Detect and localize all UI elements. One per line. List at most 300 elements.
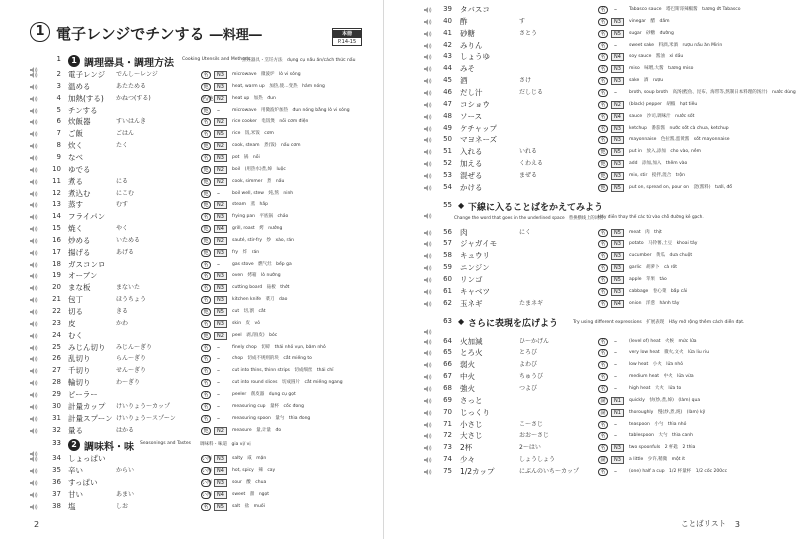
entry-number: 41	[443, 28, 452, 37]
entry-number: 22	[52, 307, 61, 315]
vocab-reading: せん～ぎり	[116, 367, 147, 375]
vocab-reading: やく	[116, 225, 129, 233]
speaker-icon[interactable]	[30, 492, 37, 498]
speaker-icon[interactable]	[30, 250, 37, 256]
vocab-row	[30, 69, 380, 81]
vocab-word: むく	[68, 330, 83, 340]
speaker-icon[interactable]	[424, 230, 431, 236]
vocab-translation: pot 锅 nồi	[232, 154, 260, 160]
vocab-translation: onion 洋葱 hành tây	[629, 300, 680, 306]
vocab-reading: おお～さじ	[519, 432, 550, 440]
vocab-row	[424, 170, 764, 182]
speaker-icon[interactable]	[424, 66, 431, 72]
speaker-icon[interactable]	[30, 273, 37, 279]
speaker-icon[interactable]	[30, 297, 37, 303]
vocab-row	[424, 442, 764, 454]
part-of-speech-badge: 名	[598, 136, 608, 144]
speaker-icon[interactable]	[424, 90, 431, 96]
vocab-reading: にく	[519, 228, 532, 236]
speaker-icon[interactable]	[30, 416, 37, 422]
page-number-left: 2	[34, 520, 40, 529]
part-of-speech-badge: い形	[202, 468, 213, 475]
entry-number: 58	[443, 251, 452, 260]
entry-number: 25	[52, 342, 61, 351]
speaker-icon[interactable]	[30, 285, 37, 291]
vocab-reading: にぶんのいち～カップ	[519, 467, 579, 475]
vocab-translation: cook, steam 煮(饭) nấu cơm	[232, 143, 301, 149]
speaker-icon[interactable]	[30, 309, 37, 315]
jlpt-level-badge: N3	[214, 71, 227, 79]
instruction-text: 下線に入ることばをかえてみよう	[468, 202, 604, 213]
vocab-row	[30, 306, 380, 318]
vocab-row	[424, 99, 764, 111]
vocab-translation: gas stove 燃气灶 bếp ga	[232, 261, 292, 267]
entry-number: 39	[443, 5, 452, 13]
section-number-badge: 2	[68, 439, 80, 451]
jlpt-level-badge: N5	[214, 308, 227, 316]
vocab-row	[30, 247, 380, 259]
no-level-dash: –	[217, 390, 220, 398]
jlpt-level-badge: N3	[214, 249, 227, 257]
part-of-speech-badge: 名	[201, 261, 211, 269]
instruction-english: Try using different expressions 扩展表现 Hãy mở rộng thêm cách diễn đạt.	[573, 319, 745, 325]
no-level-dash: –	[217, 414, 220, 422]
vocab-translation: hot, spicy 辣 cay	[232, 468, 276, 474]
jlpt-level-badge: N3	[611, 288, 624, 296]
entry-number: 5	[56, 105, 61, 114]
vocab-word: しょっぱい	[68, 454, 106, 464]
speaker-icon[interactable]	[30, 321, 37, 327]
entry-number: 35	[52, 466, 61, 475]
jlpt-level-badge: N3	[611, 77, 624, 85]
vocab-row	[424, 111, 764, 123]
part-of-speech-badge: 他	[201, 190, 211, 198]
speaker-icon[interactable]	[424, 350, 431, 356]
vocab-reading: ちゅうび	[519, 373, 544, 381]
speaker-icon[interactable]	[30, 262, 37, 268]
speaker-icon[interactable]	[30, 368, 37, 374]
vocab-translation: mix, stir 搅拌,混合 trộn	[629, 172, 686, 178]
vocab-translation: frying pan 平底锅 chảo	[232, 214, 289, 220]
vocab-word: ニンジン	[460, 263, 490, 273]
speaker-icon[interactable]	[424, 265, 431, 271]
jlpt-level-badge: N3	[611, 444, 624, 452]
vocab-word: かける	[460, 182, 483, 192]
vocab-row	[424, 75, 764, 87]
part-of-speech-badge: 他	[201, 237, 211, 245]
vocab-row	[424, 407, 764, 419]
part-of-speech-badge: 名	[201, 503, 211, 511]
speaker-icon[interactable]	[30, 238, 37, 244]
vocab-word: オーブン	[68, 271, 98, 281]
vocab-row	[424, 87, 796, 99]
speaker-icon[interactable]	[30, 480, 37, 486]
no-level-dash: –	[217, 106, 220, 114]
speaker-icon[interactable]	[424, 185, 431, 191]
vocab-translation: heat up 加热 đun	[232, 95, 276, 101]
vocab-row	[30, 413, 380, 425]
speaker-icon[interactable]	[30, 226, 37, 232]
vocab-reading: でんし～レンジ	[116, 71, 158, 78]
part-of-speech-badge: 他	[598, 160, 608, 168]
jlpt-level-badge: N2	[214, 332, 227, 340]
vocab-reading: からい	[116, 467, 135, 475]
entry-number: 21	[52, 295, 61, 304]
vocab-word: 混ぜる	[460, 170, 483, 180]
part-of-speech-badge: 名	[598, 338, 608, 346]
vocab-row	[30, 401, 380, 413]
entry-number: 46	[443, 87, 452, 96]
entry-number: 56	[443, 227, 452, 236]
part-of-speech-badge: 名	[598, 373, 608, 381]
entry-number: 71	[443, 419, 452, 428]
vocab-translation: microwave 用微波炉加热 đun nóng bằng lò vi sóng	[232, 107, 350, 113]
vocab-translation: sugar 砂糖 đường	[629, 30, 674, 36]
part-of-speech-badge: 名	[598, 444, 608, 452]
section-title: 調味料・味	[84, 442, 134, 454]
vocab-word: 少々	[460, 455, 475, 465]
vocab-translation: (black) pepper 胡椒 hạt tiêu	[629, 101, 698, 107]
vocab-row	[30, 318, 380, 330]
speaker-icon[interactable]	[30, 380, 37, 386]
vocab-row	[424, 40, 764, 52]
vocab-row	[424, 146, 764, 158]
speaker-icon[interactable]	[424, 102, 431, 108]
jlpt-level-badge: N3	[214, 83, 227, 91]
speaker-icon[interactable]	[30, 356, 37, 362]
vocab-word: 弱火	[460, 360, 475, 370]
textbook-reference	[332, 28, 362, 46]
entry-number: 42	[443, 40, 452, 49]
vocab-translation: cut into round slices 切成圆片 cắt miếng ngang	[232, 380, 343, 386]
speaker-icon[interactable]	[424, 410, 431, 416]
speaker-icon[interactable]	[30, 84, 37, 90]
entry-number: 45	[443, 76, 452, 85]
speaker-icon[interactable]	[424, 43, 431, 49]
vocab-word: 炊く	[68, 141, 83, 151]
vocab-translation: salty 咸 mặn	[232, 456, 267, 462]
jlpt-level-badge: N3	[214, 284, 227, 292]
vocab-row	[424, 371, 764, 383]
speaker-icon[interactable]	[424, 277, 431, 283]
vocab-word: だし汁	[460, 87, 483, 97]
speaker-icon[interactable]	[424, 422, 431, 428]
speaker-icon[interactable]	[30, 167, 37, 173]
entry-number: 57	[443, 239, 452, 248]
vocab-reading: とろび	[519, 349, 538, 357]
vocab-word: ピーラー	[68, 389, 98, 399]
speaker-icon[interactable]	[424, 253, 431, 259]
no-level-dash: –	[614, 349, 617, 357]
speaker-icon[interactable]	[30, 155, 37, 161]
speaker-icon[interactable]	[30, 131, 37, 137]
vocab-reading: わ～ぎり	[116, 379, 141, 387]
footer-title: ことばリスト	[681, 519, 726, 528]
vocab-row	[424, 262, 764, 274]
instruction-heading	[424, 200, 764, 226]
speaker-icon[interactable]	[424, 19, 431, 25]
speaker-icon[interactable]	[30, 72, 37, 78]
speaker-icon[interactable]	[30, 179, 37, 185]
vocab-row	[30, 342, 380, 354]
entry-number: 14	[52, 212, 61, 221]
no-level-dash: –	[217, 367, 220, 375]
speaker-icon[interactable]	[30, 345, 37, 351]
speaker-icon[interactable]	[424, 204, 432, 223]
vocab-translation: sour 酸 chua	[232, 480, 267, 486]
vocab-translation: sauce 沙司,调味汁 nước sốt	[629, 113, 695, 119]
part-of-speech-badge: 名	[201, 320, 211, 328]
vocab-row	[30, 477, 380, 489]
vocab-row	[30, 353, 380, 365]
part-of-speech-badge: 名	[598, 229, 608, 237]
entry-number: 55	[443, 200, 452, 209]
entry-number: 29	[52, 389, 61, 398]
speaker-icon[interactable]	[30, 108, 37, 114]
vocab-reading: いれる	[519, 148, 538, 156]
entry-number: 2	[56, 70, 61, 78]
jlpt-level-badge: N2	[214, 118, 227, 126]
vocab-row	[424, 395, 764, 407]
jlpt-level-badge: N5	[611, 184, 624, 192]
speaker-icon[interactable]	[30, 214, 37, 220]
jlpt-level-badge: N2	[611, 101, 624, 109]
speaker-icon[interactable]	[424, 362, 431, 368]
vocab-row	[30, 389, 380, 401]
speaker-icon[interactable]	[30, 392, 37, 398]
vocab-row	[30, 235, 380, 247]
speaker-icon[interactable]	[424, 7, 431, 13]
vocab-row	[30, 282, 380, 294]
vocab-translation: (one) half a cup 1/2 杯量杯 1/2 cốc 200cc	[629, 468, 728, 474]
vocab-row	[424, 134, 764, 146]
entry-number: 18	[52, 259, 61, 268]
vocab-translation: teaspoon 小勺 thìa nhỏ	[629, 421, 687, 427]
vocab-row	[424, 286, 764, 298]
speaker-icon[interactable]	[424, 469, 431, 475]
entry-number: 60	[443, 275, 452, 283]
vocab-translation: sake 酒 rượu	[629, 78, 664, 84]
vocab-word: 輪切り	[68, 378, 91, 388]
vocab-word: 焼く	[68, 224, 83, 234]
vocab-row	[424, 4, 764, 16]
vocab-word: 加熱(する)	[68, 93, 104, 103]
part-of-speech-badge: 名	[598, 6, 608, 14]
speaker-icon[interactable]	[30, 143, 37, 149]
vocab-translation: peeler 削皮器 dụng cụ gọt	[232, 391, 296, 397]
vocab-translation: soy sauce 酱油 xì dầu	[629, 54, 684, 60]
vocab-reading: つよび	[519, 384, 538, 392]
speaker-icon[interactable]	[424, 137, 431, 143]
vocab-row	[424, 298, 764, 310]
speaker-icon[interactable]	[424, 374, 431, 380]
vocab-translation: thoroughly 慢(炒,煮,炖) (làm) kỹ	[629, 409, 706, 415]
vocab-reading: ほうちょう	[116, 296, 147, 304]
entry-number: 3	[56, 81, 61, 90]
vocab-translation: mayonnaise 色拉酱,蛋黄酱 sốt mayonnaise	[629, 137, 730, 143]
vocab-word: 乱切り	[68, 354, 91, 364]
entry-number: 63	[443, 316, 452, 325]
section-heading	[30, 54, 380, 68]
part-of-speech-badge: 名	[201, 272, 211, 280]
vocab-word: 煮る	[68, 176, 83, 186]
vocab-word: 砂糖	[460, 28, 475, 38]
vocab-word: 量る	[68, 425, 83, 435]
instruction-english: Change the word that goes in the underlined space 替换横线上的词语	[454, 215, 604, 221]
part-of-speech-badge: 名	[598, 349, 608, 357]
speaker-icon[interactable]	[424, 289, 431, 295]
vocab-word: チンする	[68, 105, 98, 115]
speaker-icon[interactable]	[30, 191, 37, 197]
vocab-row	[424, 63, 764, 75]
no-level-dash: –	[614, 432, 617, 440]
vocab-reading: 2～はい	[519, 444, 541, 452]
vocab-translation: sweet sake 料酒,米酒 rượu nấu ăn Mirin	[629, 42, 723, 48]
speaker-icon[interactable]	[30, 504, 37, 510]
vocab-reading: きる	[116, 308, 129, 315]
vocab-row	[424, 227, 764, 239]
jlpt-level-badge: N3	[611, 65, 624, 73]
part-of-speech-badge: 副	[598, 397, 608, 405]
vocab-word: 小さじ	[460, 419, 483, 429]
no-level-dash: –	[217, 355, 220, 363]
speaker-icon[interactable]	[424, 54, 431, 60]
speaker-icon[interactable]	[30, 119, 37, 125]
jlpt-level-badge: N2	[214, 237, 227, 245]
chapter-title-main: 電子レンジでチンする	[56, 25, 205, 43]
entry-number: 52	[443, 159, 452, 168]
entry-number: 38	[52, 501, 61, 510]
vocab-row	[424, 123, 764, 135]
jlpt-level-badge: N3	[214, 296, 227, 304]
vocab-row	[30, 81, 380, 93]
entry-number: 53	[443, 170, 452, 179]
jlpt-level-badge: N2	[214, 166, 227, 174]
page-number-right: 3	[734, 520, 740, 529]
vocab-reading: かねつ(する)	[116, 94, 151, 102]
speaker-icon[interactable]	[424, 433, 431, 439]
entry-number: 13	[52, 200, 61, 209]
jlpt-level-badge: N5	[214, 130, 227, 138]
vocab-reading: たまネギ	[519, 299, 544, 307]
vocab-word: 辛い	[68, 466, 83, 476]
speaker-icon[interactable]	[30, 428, 37, 434]
speaker-icon[interactable]	[30, 333, 37, 339]
vocab-reading: けいりょう～カップ	[116, 402, 170, 410]
part-of-speech-badge: 他	[201, 308, 211, 316]
vocab-row	[424, 430, 764, 442]
entry-number: 68	[443, 383, 452, 392]
speaker-icon[interactable]	[30, 202, 37, 208]
vocab-translation: potato 马铃薯,土豆 khoai tây	[629, 241, 698, 247]
no-level-dash: –	[614, 88, 617, 96]
no-level-dash: –	[614, 337, 617, 345]
speaker-icon[interactable]	[424, 114, 431, 120]
vocab-row	[424, 51, 764, 63]
speaker-icon[interactable]	[424, 161, 431, 167]
entry-number: 34	[52, 454, 61, 463]
speaker-icon[interactable]	[424, 301, 431, 307]
vocab-translation: two spoonfuls 2 杯匙 2 thìa	[629, 445, 696, 451]
vocab-word: まな板	[68, 283, 91, 293]
entry-number: 44	[443, 64, 452, 73]
section-title-english: Cooking Utensils and Methods	[182, 57, 251, 62]
vocab-word: 1/2カップ	[460, 466, 495, 476]
speaker-icon[interactable]	[424, 398, 431, 404]
vocab-row	[30, 365, 380, 377]
chapter-number: 1	[30, 22, 50, 42]
no-level-dash: –	[614, 467, 617, 475]
speaker-icon[interactable]	[424, 126, 431, 132]
vocab-word: ソース	[460, 111, 483, 121]
vocab-translation: boil well, stew 炖,熬 ninh	[232, 190, 294, 196]
vocab-reading: まぜる	[519, 171, 538, 179]
entry-number: 28	[52, 378, 61, 387]
speaker-icon[interactable]	[424, 173, 431, 179]
vocab-word: 玉ネギ	[460, 298, 483, 308]
vocab-translation: a little 少许,稍微 một ít	[629, 457, 686, 463]
vocab-translation: kitchen knife 菜刀 dao	[232, 297, 288, 303]
vocab-word: じっくり	[460, 407, 490, 417]
speaker-icon[interactable]	[424, 339, 431, 345]
speaker-icon[interactable]	[424, 241, 431, 247]
jlpt-level-badge: N3	[611, 240, 624, 248]
vocab-reading: よわび	[519, 361, 538, 369]
entry-number: 62	[443, 298, 452, 307]
speaker-icon[interactable]	[424, 78, 431, 84]
jlpt-level-badge: N3	[611, 264, 624, 272]
entry-number: 54	[443, 182, 452, 191]
vocab-translation: very low heat 微火,文火 lửa liu riu	[629, 350, 710, 356]
part-of-speech-badge: 名	[598, 276, 608, 284]
entry-number: 11	[52, 176, 61, 185]
part-of-speech-badge: 他	[201, 178, 211, 186]
jlpt-level-badge: N4	[214, 225, 227, 233]
speaker-icon[interactable]	[424, 31, 431, 37]
vocab-reading: あたためる	[116, 82, 147, 90]
entry-number: 1	[56, 55, 61, 63]
vocab-reading: しょうしょう	[519, 456, 556, 464]
vocab-translation: cut 切,割 cắt	[232, 309, 266, 314]
vocab-row	[424, 336, 764, 348]
no-level-dash: –	[614, 373, 617, 381]
speaker-icon[interactable]	[424, 445, 431, 451]
speaker-icon[interactable]	[30, 468, 37, 474]
jlpt-level-badge: N3	[611, 160, 624, 168]
entry-number: 26	[52, 354, 61, 363]
speaker-icon[interactable]	[30, 456, 37, 462]
part-of-speech-badge: 他	[201, 201, 211, 209]
speaker-icon[interactable]	[30, 96, 37, 102]
part-of-speech-badge: 名	[201, 367, 211, 375]
diamond-icon: ◆	[458, 316, 465, 326]
part-of-speech-badge: 名	[201, 344, 211, 352]
speaker-icon[interactable]	[424, 457, 431, 463]
vocab-word: 甘い	[68, 489, 83, 499]
speaker-icon[interactable]	[424, 149, 431, 155]
vocab-word: リンゴ	[460, 275, 483, 284]
no-level-dash: –	[217, 189, 220, 197]
entry-number: 51	[443, 147, 452, 156]
speaker-icon[interactable]	[424, 386, 431, 392]
vocab-reading: むす	[116, 201, 129, 209]
entry-number: 67	[443, 372, 452, 381]
entry-number: 73	[443, 443, 452, 452]
vocab-translation: quickly 快(炒,煮,焯) (làm) qua	[629, 397, 701, 403]
speaker-icon[interactable]	[30, 404, 37, 410]
vocab-translation: measure 量,计量 đo	[232, 427, 282, 433]
vocab-row	[30, 425, 380, 437]
